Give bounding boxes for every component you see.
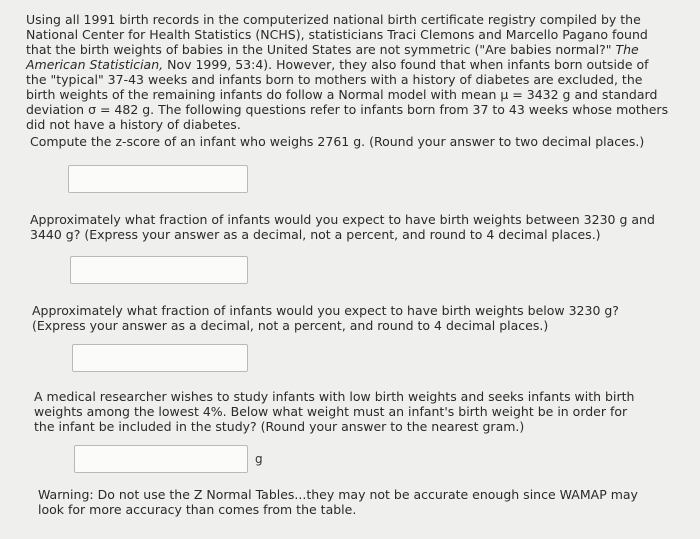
grams-unit-label: g bbox=[255, 452, 263, 466]
question-3-text: Approximately what fraction of infants would you expect to have birth weights below 3230 g? (Express your answer as a decimal, not a percent, and round to 4 decimal places.) bbox=[32, 303, 619, 333]
journal-title: The American Statistician, bbox=[26, 42, 639, 72]
question-4-answer-input[interactable] bbox=[74, 445, 248, 473]
question-2-text: Approximately what fraction of infants would you expect to have birth weights between 3230 g and 3440 g? (Express your answer as a decimal, not a percent, and round to 4 decimal places.) bbox=[30, 212, 655, 242]
question-1-answer-input[interactable] bbox=[68, 165, 248, 193]
intro-text-part1: Using all 1991 birth records in the computerized national birth certificate registry compiled by the National Center for Health Statistics (NCHS), statisticians Traci Clemons and Marcello Pagano found that the birth weights of babies in the United States are not symmetric ("Are babies normal?" bbox=[26, 12, 648, 57]
question-4-text: A medical researcher wishes to study infants with low birth weights and seeks infants with birth weights among the lowest 4%. Below what weight must an infant's birth weight be in order for the infant be included in the study? (Round your answer to the nearest gram.) bbox=[34, 389, 635, 434]
question-2-answer-input[interactable] bbox=[70, 256, 248, 284]
problem-intro bbox=[26, 12, 671, 132]
question-1-text: Compute the z-score of an infant who weighs 2761 g. (Round your answer to two decimal places.) bbox=[30, 134, 645, 149]
question-3-answer-input[interactable] bbox=[72, 344, 248, 372]
warning-text: Warning: Do not use the Z Normal Tables...they may not be accurate enough since WAMAP may look for more accuracy than comes from the table. bbox=[38, 487, 638, 517]
intro-text-part2: Nov 1999, 53:4). However, they also found that when infants born outside of the "typical" 37-43 weeks and infants born to mothers with a history of diabetes are excluded, the birth weights of the remaining infants do follow a Normal model with mean μ = 3432 g and standard deviation σ = 482 g. The following questions refer to infants born from 37 to 43 weeks whose mothers did not have a history of diabetes. bbox=[26, 57, 669, 132]
